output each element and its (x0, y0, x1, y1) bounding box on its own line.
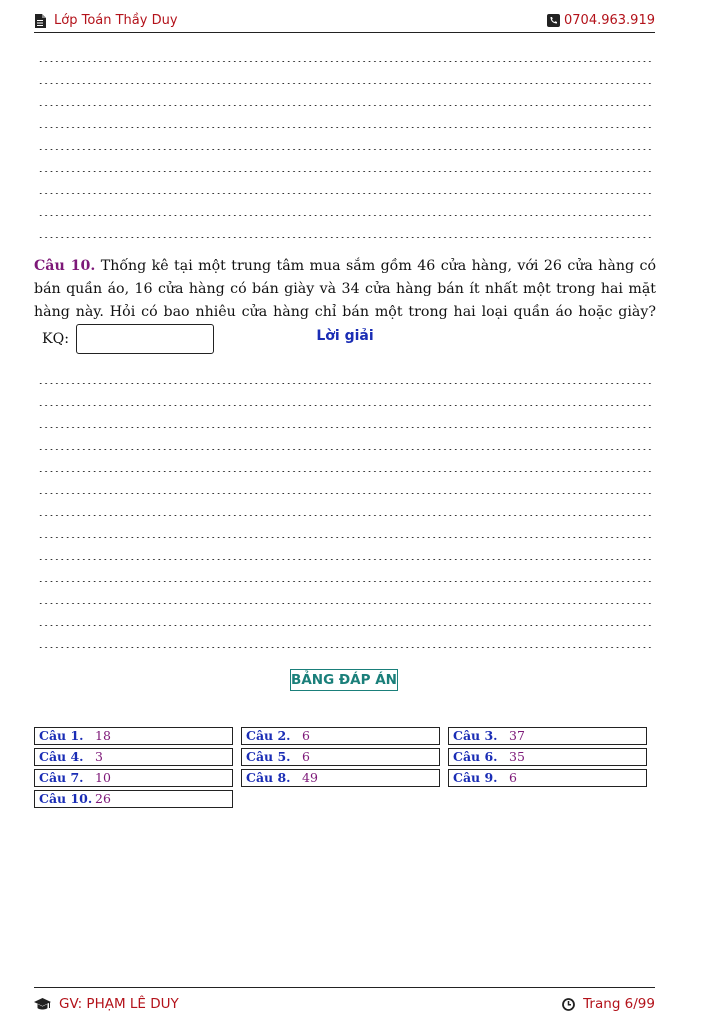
answer-label: Câu 4. (39, 749, 84, 764)
solution-title: Lời giải (316, 328, 374, 344)
answer-value: 26 (95, 791, 111, 806)
dotted-line (38, 632, 652, 654)
answer-label: Câu 3. (453, 728, 498, 743)
dotted-line (38, 588, 652, 610)
file-icon (34, 14, 46, 28)
answer-cell (34, 748, 233, 766)
answer-table-title: BẢNG ĐÁP ÁN (290, 669, 398, 691)
dotted-line (38, 178, 652, 200)
writing-lines-top (38, 46, 652, 244)
answer-value: 10 (95, 770, 111, 785)
clock-icon (562, 998, 575, 1011)
dotted-line (38, 200, 652, 222)
question-label: Câu 10. (34, 258, 96, 274)
answer-label: Câu 2. (246, 728, 291, 743)
kq-label: KQ: (42, 331, 70, 347)
dotted-line (38, 500, 652, 522)
answer-cell (448, 727, 647, 745)
dotted-line (38, 222, 652, 244)
phone-icon (547, 14, 560, 27)
answer-cell (241, 769, 440, 787)
answer-value: 6 (509, 770, 517, 785)
answer-value: 37 (509, 728, 525, 743)
answer-label: Câu 1. (39, 728, 84, 743)
dotted-line (38, 112, 652, 134)
dotted-line (38, 134, 652, 156)
dotted-line (38, 544, 652, 566)
answer-value: 6 (302, 749, 310, 764)
dotted-line (38, 46, 652, 68)
footer-teacher-name: GV: PHẠM LÊ DUY (59, 996, 179, 1012)
answer-cell (34, 790, 233, 808)
answer-label: Câu 8. (246, 770, 291, 785)
footer-left (34, 996, 179, 1012)
answer-label: Câu 10. (39, 791, 93, 806)
answer-value: 18 (95, 728, 111, 743)
dotted-line (38, 478, 652, 500)
answer-cell (448, 769, 647, 787)
answer-label: Câu 5. (246, 749, 291, 764)
dotted-line (38, 412, 652, 434)
answer-cell (241, 727, 440, 745)
header-class-name: Lớp Toán Thầy Duy (54, 13, 178, 28)
dotted-line (38, 566, 652, 588)
footer-page-number: Trang 6/99 (583, 996, 655, 1012)
header-right (547, 13, 655, 28)
question-text: Thống kê tại một trung tâm mua sắm gồm 46 cửa hàng, với 26 cửa hàng có bán quần áo, 16 cửa hàng có bán giày và 34 cửa hàng bán ít nhất một trong hai mặt hàng này. Hỏi có bao nhiêu cửa hàng chỉ bán một trong hai loại quần áo hoặc giày? (34, 258, 657, 320)
answer-value: 49 (302, 770, 318, 785)
footer-right (562, 996, 655, 1012)
header-phone-number: 0704.963.919 (564, 13, 655, 28)
answer-cell (448, 748, 647, 766)
dotted-line (38, 610, 652, 632)
page-footer (34, 987, 655, 1014)
dotted-line (38, 456, 652, 478)
dotted-line (38, 368, 652, 390)
answer-label: Câu 7. (39, 770, 84, 785)
answer-value: 35 (509, 749, 525, 764)
graduation-cap-icon (34, 998, 51, 1011)
header-left (34, 13, 178, 28)
answer-cell (241, 748, 440, 766)
dotted-line (38, 434, 652, 456)
answer-cell (34, 727, 233, 745)
answer-value: 3 (95, 749, 103, 764)
answer-label: Câu 6. (453, 749, 498, 764)
answer-label: Câu 9. (453, 770, 498, 785)
dotted-line (38, 68, 652, 90)
writing-lines-solution (38, 368, 652, 654)
dotted-line (38, 156, 652, 178)
answer-value: 6 (302, 728, 310, 743)
answer-cell (34, 769, 233, 787)
dotted-line (38, 390, 652, 412)
page-header (34, 12, 655, 33)
dotted-line (38, 522, 652, 544)
dotted-line (38, 90, 652, 112)
